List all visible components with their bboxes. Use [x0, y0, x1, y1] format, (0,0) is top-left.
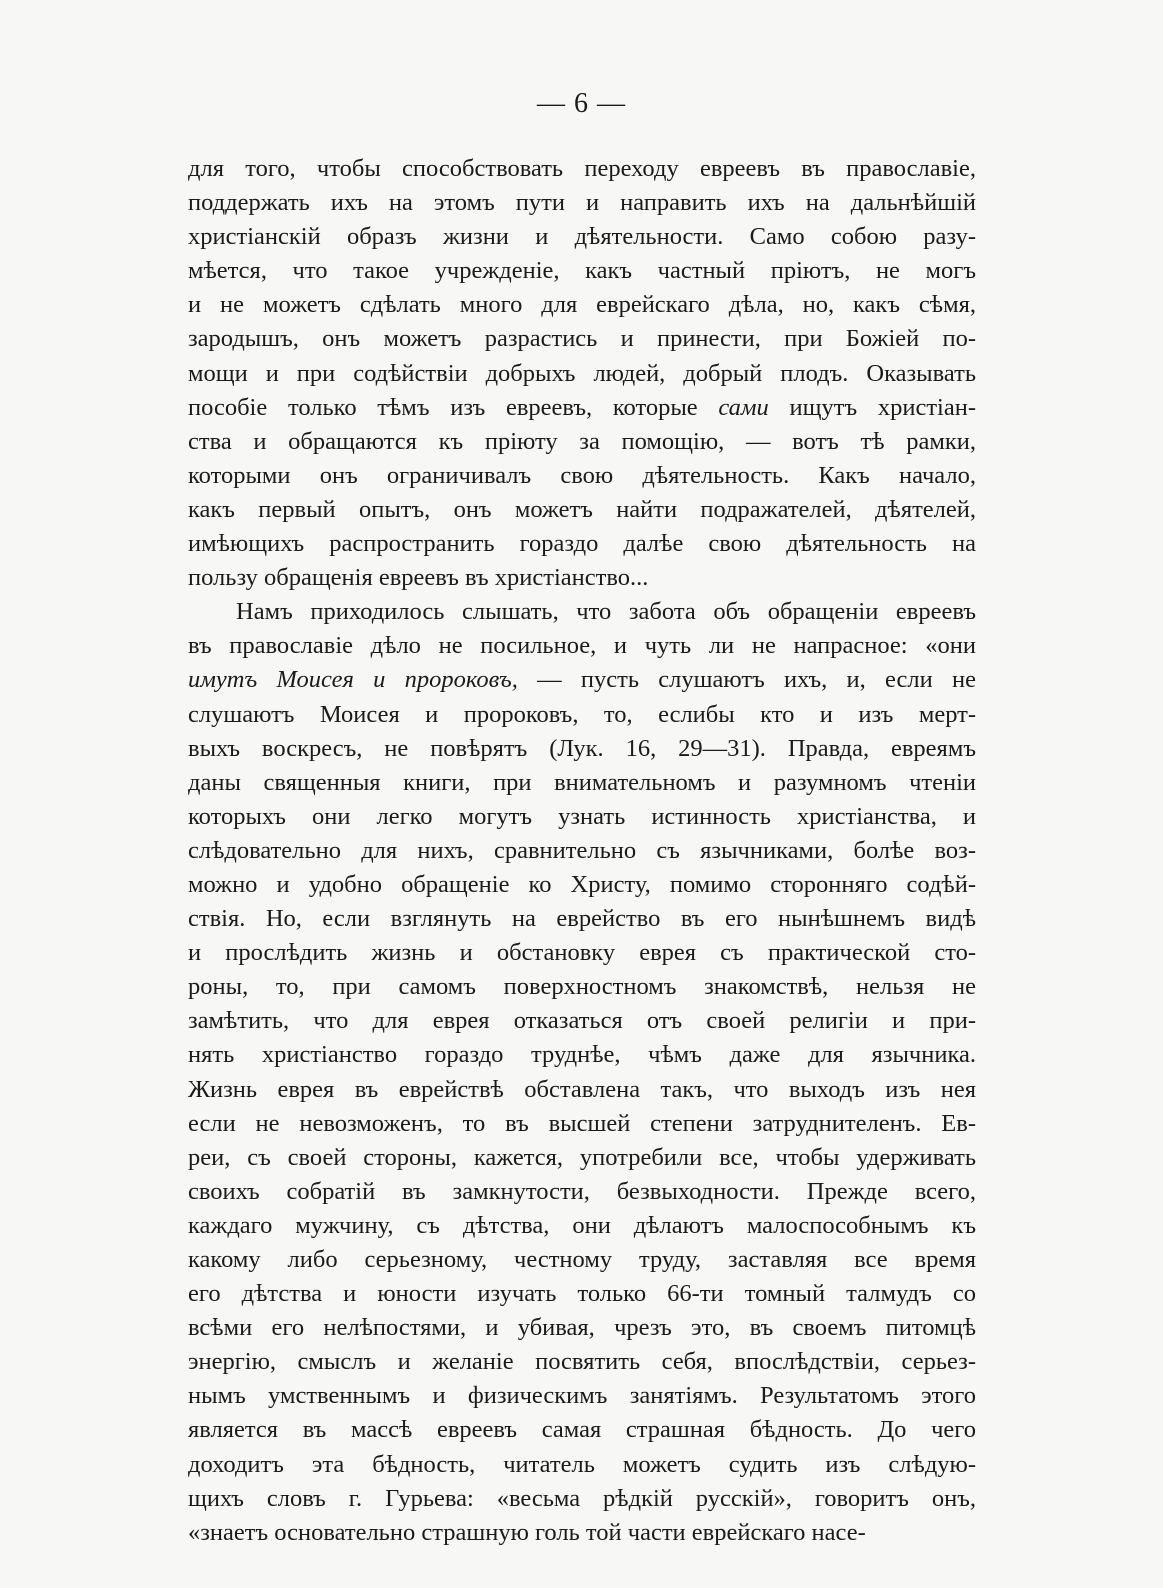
text-line: какъ первый опытъ, онъ можетъ найти подражателей, дѣятелей,: [188, 495, 976, 523]
text-line: щихъ словъ г. Гурьева: «весьма рѣдкій русскій», говоритъ онъ,: [188, 1484, 976, 1512]
text-line: всѣми его нелѣпостями, и убивая, чрезъ это, въ своемъ питомцѣ: [188, 1314, 976, 1342]
text-line: въ православіе дѣло не посильное, и чуть ли не напрасное: «они: [188, 632, 976, 660]
text-line: которыми онъ ограничивалъ свою дѣятельность. Какъ начало,: [188, 461, 976, 489]
text-line: доходитъ эта бѣдность, читатель можетъ судить изъ слѣдую-: [188, 1450, 976, 1478]
text-line: Жизнь еврея въ еврействѣ обставлена такъ, что выходъ изъ нея: [188, 1075, 976, 1103]
text-line: поддержать ихъ на этомъ пути и направить ихъ на дальнѣйшій: [188, 189, 976, 217]
text-line: каждаго мужчину, съ дѣтства, они дѣлаютъ малоспособнымъ къ: [188, 1211, 976, 1239]
text-line: имѣющихъ распространить гораздо далѣе свою дѣятельность на: [188, 530, 976, 558]
text-line: Намъ приходилось слышать, что забота объ обращеніи евреевъ: [236, 598, 976, 626]
text-line: пользу обращенія евреевъ въ христіанство...: [188, 564, 649, 592]
text-line: слѣдовательно для нихъ, сравнительно съ язычниками, болѣе воз-: [188, 836, 976, 864]
text-line: энергію, смыслъ и желаніе посвятить себя, впослѣдствіи, серьез-: [188, 1348, 976, 1376]
text-line: для того, чтобы способствовать переходу евреевъ въ православіе,: [188, 155, 976, 182]
text-line: можно и удобно обращеніе ко Христу, помимо сторонняго содѣй-: [188, 870, 976, 898]
text-line: и прослѣдить жизнь и обстановку еврея съ практической сто-: [188, 939, 976, 967]
text-line: «знаетъ основательно страшную голь той части еврейскаго насе-: [188, 1518, 866, 1546]
text-line: какому либо серьезному, честному труду, заставляя все время: [188, 1246, 976, 1273]
text-line: выхъ воскресъ, не повѣрятъ (Лук. 16, 29—31). Правда, евреямъ: [188, 734, 976, 762]
text-line: если не невозможенъ, то въ высшей степени затруднителенъ. Ев-: [188, 1109, 976, 1137]
text-line: его дѣтства и юности изучать только 66-ти томный талмудъ со: [188, 1280, 976, 1308]
text-line: мѣется, что такое учрежденіе, какъ частный пріютъ, не могъ: [188, 257, 976, 285]
text-line: христіанскій образъ жизни и дѣятельности. Само собою разу-: [188, 223, 976, 251]
text-line: и не можетъ сдѣлать много для еврейскаго дѣла, но, какъ сѣмя,: [188, 291, 976, 319]
body-text: [188, 152, 976, 1550]
text-line: нять христіанство гораздо труднѣе, чѣмъ даже для язычника.: [188, 1041, 976, 1069]
text-line: имутъ Моисея и пророковъ, — пусть слушаютъ ихъ, и, если не: [188, 666, 976, 694]
text-line: даны священныя книги, при внимательномъ и разумномъ чтеніи: [188, 768, 976, 796]
text-line: слушаютъ Моисея и пророковъ, то, еслибы кто и изъ мерт-: [188, 700, 976, 728]
text-line: роны, то, при самомъ поверхностномъ знакомствѣ, нельзя не: [188, 973, 976, 1001]
text-line: ства и обращаются къ пріюту за помощію, — вотъ тѣ рамки,: [188, 427, 976, 455]
text-line: замѣтить, что для еврея отказаться отъ своей религіи и при-: [188, 1007, 976, 1035]
page-number: — 6 —: [537, 88, 626, 119]
text-line: ствія. Но, если взглянуть на еврейство въ его нынѣшнемъ видѣ: [188, 905, 976, 933]
text-line: является въ массѣ евреевъ самая страшная бѣдность. До чего: [188, 1416, 976, 1444]
text-line: нымъ умственнымъ и физическимъ занятіямъ. Результатомъ этого: [188, 1382, 976, 1410]
text-line: мощи и при содѣйствіи добрыхъ людей, добрый плодъ. Оказывать: [188, 359, 976, 387]
text-line: зародышъ, онъ можетъ разрастись и принести, при Божіей по-: [188, 325, 976, 353]
text-line: которыхъ они легко могутъ узнать истинность христіанства, и: [188, 802, 976, 830]
text-line: пособіе только тѣмъ изъ евреевъ, которые сами ищутъ христіан-: [188, 393, 976, 421]
text-line: реи, съ своей стороны, кажется, употребили все, чтобы удерживать: [188, 1143, 976, 1171]
text-line: своихъ собратій въ замкнутости, безвыходности. Прежде всего,: [188, 1177, 976, 1205]
